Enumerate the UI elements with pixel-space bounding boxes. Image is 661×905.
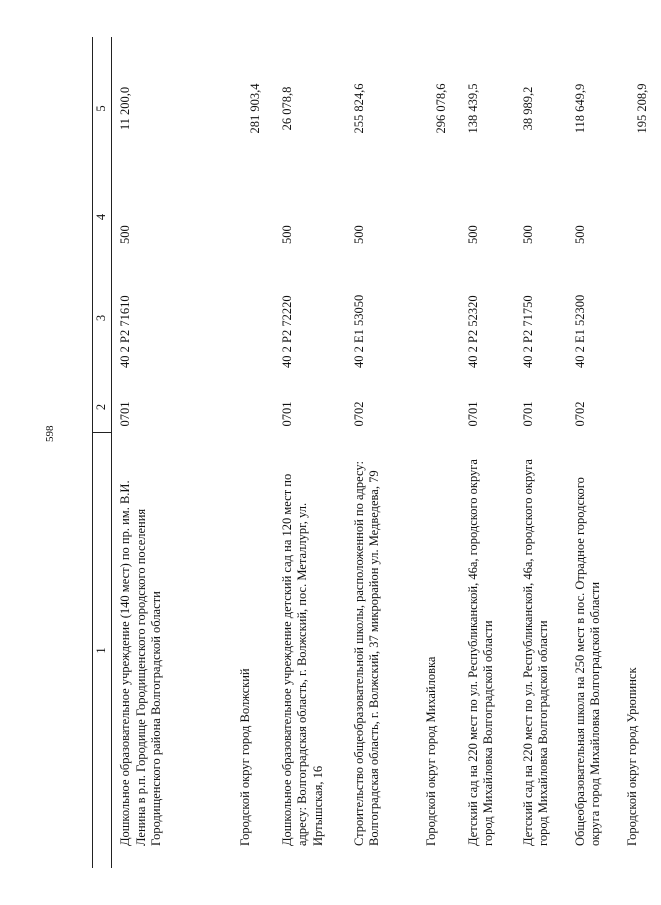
row-target-code: 40 2 E1 52300 — [572, 294, 587, 368]
header-col-1: 1 — [93, 433, 112, 869]
row-section: 0701 — [279, 401, 294, 427]
table-row — [274, 37, 346, 868]
row-amount: 195 208,9 — [634, 83, 649, 134]
row-amount: 255 824,6 — [351, 83, 366, 134]
row-section: 0702 — [351, 401, 366, 427]
table-row — [515, 37, 567, 868]
table-row — [232, 37, 274, 868]
row-amount: 296 078,6 — [433, 83, 448, 134]
row-expense-type: 500 — [520, 225, 535, 244]
row-target-code — [418, 254, 460, 382]
row-name: Дошкольное образовательное учреждение детский сад на 120 мест по адресу: Волгоградская область, г. Волжский, пос. Металлург, ул. Иртышская, 16 — [279, 473, 325, 846]
row-section: 0701 — [465, 401, 480, 427]
row-expense-type — [232, 180, 274, 254]
row-amount: 38 989,2 — [520, 86, 535, 131]
row-target-code: 40 2 P2 52320 — [465, 295, 480, 368]
row-section — [619, 382, 661, 433]
row-name: Общеобразовательная школа на 250 мест в пос. Отрадное городского округа город Михайловка Волгоградской области — [572, 477, 603, 846]
row-section — [418, 382, 460, 433]
row-name: Городской округ город Урюпинск — [624, 667, 639, 846]
table-row — [619, 37, 661, 868]
row-amount: 11 200,0 — [118, 86, 132, 131]
row-name: Детский сад на 220 мест по ул. Республиканской, 46а, городского округа город Михайловка Волгоградской области — [520, 459, 551, 846]
table-row — [460, 37, 515, 868]
table-row — [567, 37, 619, 868]
row-target-code: 40 2 P2 71750 — [520, 295, 535, 368]
header-col-5: 5 — [93, 37, 112, 180]
row-amount: 26 078,8 — [279, 86, 294, 131]
row-section: 0701 — [118, 401, 132, 427]
page-number: 598 — [44, 425, 56, 442]
row-section: 0702 — [572, 401, 587, 427]
row-expense-type: 500 — [279, 225, 294, 244]
row-amount: 138 439,5 — [465, 83, 480, 134]
row-amount: 118 649,9 — [572, 83, 587, 134]
row-amount: 281 903,4 — [247, 83, 262, 134]
table-row — [346, 37, 418, 868]
row-target-code — [619, 254, 661, 382]
row-expense-type: 500 — [572, 225, 587, 244]
row-name: Городской округ город Михайловка — [423, 656, 438, 846]
row-name: Дошкольное образовательное учреждение (140 мест) по пр. им. В.И. Ленина в р.п. Городище Городищенского городского поселения Городищенского района Волгоградской области — [118, 480, 164, 846]
row-section: 0701 — [520, 401, 535, 427]
row-name: Строительство общеобразовательной школы, расположенной по адресу: Волгоградская область, г. Волжский, 37 микрорайон ул. Медведева, 79 — [351, 461, 382, 846]
row-target-code: 40 2 E1 53050 — [351, 294, 366, 368]
row-name: Городской округ город Волжский — [237, 668, 252, 846]
row-target-code: 40 2 P2 72220 — [279, 295, 294, 368]
header-col-4: 4 — [93, 180, 112, 254]
row-name: Детский сад на 220 мест по ул. Республиканской, 46а, городского округа город Михайловка Волгоградской области — [465, 459, 496, 846]
row-expense-type: 500 — [351, 225, 366, 244]
table-row — [112, 37, 232, 868]
budget-table — [92, 37, 661, 868]
row-expense-type: 500 — [465, 225, 480, 244]
row-expense-type — [418, 180, 460, 254]
row-expense-type: 500 — [118, 225, 132, 244]
header-row — [93, 37, 112, 868]
header-col-3: 3 — [93, 254, 112, 382]
row-expense-type — [619, 180, 661, 254]
table-row — [418, 37, 460, 868]
row-target-code: 40 2 P2 71610 — [118, 295, 132, 368]
row-section — [232, 382, 274, 433]
header-col-2: 2 — [93, 382, 112, 433]
rotated-page — [92, 38, 649, 868]
row-target-code — [232, 254, 274, 382]
